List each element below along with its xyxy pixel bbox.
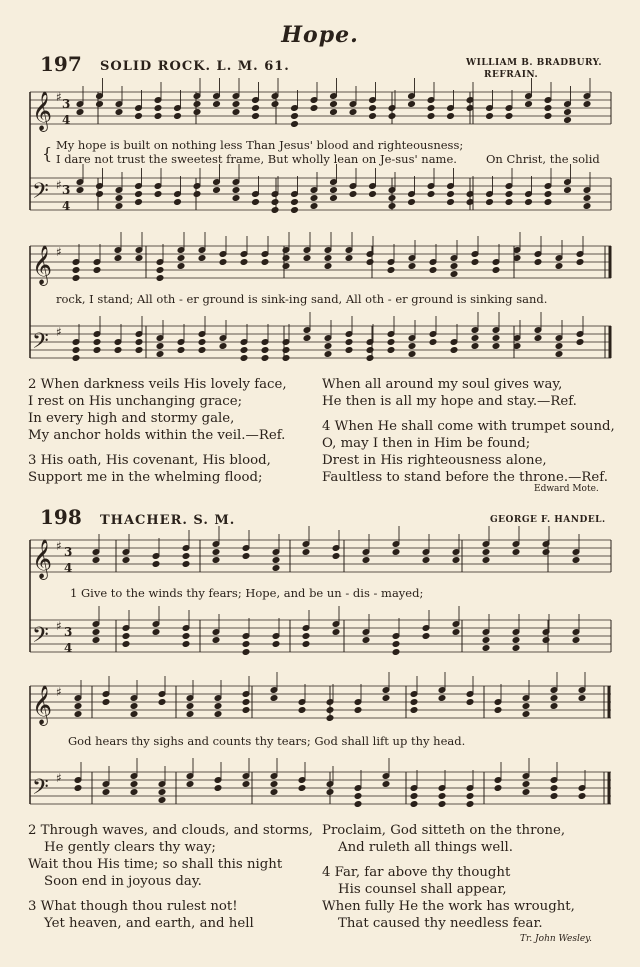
note-head [271, 101, 279, 108]
note-head [156, 351, 164, 358]
note-head [492, 335, 500, 342]
page-title: Hope. [281, 22, 359, 48]
note-head [152, 629, 160, 636]
note-head [115, 109, 123, 116]
treble-clef-icon: 𝄞 [32, 245, 53, 285]
note-head [522, 711, 530, 718]
note-head [354, 801, 362, 808]
note-head [76, 187, 84, 194]
note-head [214, 785, 222, 792]
refrain-label-197: REFRAIN. [484, 70, 539, 80]
note-head [130, 781, 138, 788]
note-head [261, 347, 269, 354]
bass-clef-icon: 𝄢 [32, 623, 49, 653]
note-head [466, 793, 474, 800]
note-head [438, 801, 446, 808]
note-head [447, 199, 455, 206]
note-head [387, 347, 395, 354]
note-head [564, 117, 572, 124]
note-head [310, 105, 318, 112]
note-head [182, 633, 190, 640]
note-head [349, 191, 357, 198]
note-head [291, 113, 299, 120]
note-head [349, 109, 357, 116]
note-head [193, 191, 201, 198]
note-head [345, 347, 353, 354]
svg-text:♯: ♯ [56, 619, 62, 633]
note-head [564, 109, 572, 116]
note-head [450, 271, 458, 278]
note-head [324, 263, 332, 270]
note-head [544, 113, 552, 120]
note-head [471, 259, 479, 266]
note-head [492, 343, 500, 350]
hymn-number-198: 198 [40, 505, 82, 529]
note-head [158, 699, 166, 706]
note-head [93, 339, 101, 346]
note-head [555, 351, 563, 358]
note-head [452, 629, 460, 636]
verse-198-2: 2 Through waves, and clouds, and storms, He gently clears thy way; Wait thou His time; so shall this night Soon end in joyous day. 3 What though thou rulest not! Yet heaven, and earth, and hell [28, 823, 314, 931]
note-head [114, 255, 122, 262]
note-head [486, 113, 494, 120]
svg-text:♯: ♯ [56, 685, 62, 699]
note-head [447, 113, 455, 120]
verse-197-3b: When all around my soul gives way, He then is all my hope and stay.—Ref. 4 When He shall come with trumpet sound, O, may I then in Him be found; Drest in His righteousness alone, Faultless to stand before the throne.—Ref. [322, 377, 615, 485]
note-head [261, 355, 269, 362]
note-head [158, 789, 166, 796]
note-head [494, 785, 502, 792]
note-head [544, 199, 552, 206]
svg-text:♯: ♯ [56, 245, 62, 259]
note-head [482, 557, 490, 564]
note-head [422, 633, 430, 640]
note-head [388, 195, 396, 202]
note-head [354, 793, 362, 800]
note-head [324, 351, 332, 358]
note-head [429, 267, 437, 274]
note-head [270, 781, 278, 788]
note-head [76, 109, 84, 116]
note-head [130, 711, 138, 718]
note-head [122, 633, 130, 640]
note-head [332, 629, 340, 636]
note-head [422, 557, 430, 564]
note-head [270, 695, 278, 702]
note-head [174, 199, 182, 206]
verse-198-3b: Proclaim, God sitteth on the throne, And ruleth all things well. 4 Far, far above thy thought His counsel shall appear, When fully He the work has wrought, That caused thy needless fear. [322, 823, 575, 931]
note-head [122, 557, 130, 564]
note-head [578, 793, 586, 800]
note-head [525, 199, 533, 206]
svg-text:4: 4 [62, 199, 71, 213]
note-head [330, 101, 338, 108]
note-head [303, 255, 311, 262]
note-head [96, 191, 104, 198]
note-head [366, 259, 374, 266]
note-head [114, 347, 122, 354]
note-head [74, 703, 82, 710]
note-head [92, 557, 100, 564]
note-head [387, 267, 395, 274]
verse-197-2: 2 When darkness veils His lovely face, I rest on His unchanging grace; In every high and stormy gale, My anchor holds within the veil.—Ref. 3 His oath, His covenant, His blood, Support me in the whelming flood; [28, 377, 287, 485]
note-head [302, 641, 310, 648]
note-head [240, 259, 248, 266]
lyric-198-line2: God hears thy sighs and counts thy tears; God shall lift up thy head. [68, 734, 466, 748]
note-head [564, 187, 572, 194]
note-head [72, 347, 80, 354]
note-head [572, 557, 580, 564]
note-head [466, 699, 474, 706]
note-head [291, 121, 299, 128]
author-197: Edward Mote. [534, 484, 599, 494]
note-head [392, 649, 400, 656]
svg-text:3: 3 [64, 545, 73, 559]
note-head [72, 275, 80, 282]
svg-text:4: 4 [64, 561, 73, 575]
note-head [512, 637, 520, 644]
note-head [93, 347, 101, 354]
note-head [282, 355, 290, 362]
note-head [135, 199, 143, 206]
note-head [408, 263, 416, 270]
note-head [555, 263, 563, 270]
note-head [522, 789, 530, 796]
composer-197: WILLIAM B. BRADBURY. [466, 58, 603, 68]
note-head [282, 347, 290, 354]
treble-clef-icon: 𝄞 [32, 539, 53, 579]
note-head [512, 645, 520, 652]
note-head [408, 351, 416, 358]
svg-text:3: 3 [64, 625, 73, 639]
note-head [332, 553, 340, 560]
note-head [213, 187, 221, 194]
note-head [578, 695, 586, 702]
note-head [450, 347, 458, 354]
note-head [345, 255, 353, 262]
brace-icon: { [42, 144, 53, 163]
note-head [115, 195, 123, 202]
note-head [583, 203, 591, 210]
note-head [242, 649, 250, 656]
bass-clef-icon: 𝄢 [32, 179, 49, 209]
note-head [130, 789, 138, 796]
note-head [550, 793, 558, 800]
note-head [366, 355, 374, 362]
note-head [186, 781, 194, 788]
note-head [242, 781, 250, 788]
note-head [572, 637, 580, 644]
treble-clef-icon: 𝄞 [32, 685, 53, 725]
note-head [505, 113, 513, 120]
note-head [252, 105, 260, 112]
note-head [298, 785, 306, 792]
treble-clef-icon: 𝄞 [32, 91, 53, 131]
note-head [291, 207, 299, 214]
note-head [271, 199, 279, 206]
note-head [429, 339, 437, 346]
author-198: Tr. John Wesley. [520, 934, 592, 944]
note-head [482, 645, 490, 652]
note-head [576, 339, 584, 346]
note-head [186, 711, 194, 718]
note-head [522, 781, 530, 788]
note-head [193, 109, 201, 116]
note-head [388, 203, 396, 210]
note-head [156, 343, 164, 350]
note-head [392, 549, 400, 556]
note-head [158, 797, 166, 804]
note-head [550, 785, 558, 792]
note-head [72, 355, 80, 362]
note-head [303, 335, 311, 342]
note-head [486, 199, 494, 206]
note-head [242, 707, 250, 714]
note-head [388, 113, 396, 120]
note-head [154, 105, 162, 112]
note-head [177, 263, 185, 270]
note-head [345, 339, 353, 346]
staff-197-1-treble [30, 92, 611, 124]
note-head [369, 105, 377, 112]
note-head [135, 347, 143, 354]
note-head [410, 793, 418, 800]
note-head [471, 335, 479, 342]
note-head [152, 561, 160, 568]
note-head [177, 347, 185, 354]
note-head [74, 785, 82, 792]
note-head [92, 637, 100, 644]
note-head [452, 557, 460, 564]
note-head [410, 707, 418, 714]
note-head [232, 195, 240, 202]
note-head [324, 343, 332, 350]
note-head [102, 699, 110, 706]
note-head [174, 113, 182, 120]
note-head [298, 707, 306, 714]
note-head [135, 339, 143, 346]
note-head [408, 101, 416, 108]
note-head [354, 707, 362, 714]
svg-text:♯: ♯ [56, 539, 62, 553]
note-head [408, 343, 416, 350]
note-head [182, 641, 190, 648]
note-head [242, 699, 250, 706]
note-head [542, 637, 550, 644]
note-head [330, 195, 338, 202]
note-head [550, 703, 558, 710]
note-head [369, 191, 377, 198]
note-head [115, 203, 123, 210]
note-head [93, 267, 101, 274]
note-head [135, 113, 143, 120]
note-head [240, 355, 248, 362]
bass-clef-icon: 𝄢 [32, 775, 49, 805]
note-head [182, 553, 190, 560]
note-head [494, 707, 502, 714]
note-head [130, 703, 138, 710]
note-head [387, 339, 395, 346]
note-head [512, 549, 520, 556]
note-head [450, 263, 458, 270]
note-head [214, 703, 222, 710]
note-head [74, 711, 82, 718]
lyric-197-line1: My hope is built on nothing less Than Jesus' blood and righteousness; [56, 138, 464, 152]
note-head [522, 703, 530, 710]
note-head [156, 275, 164, 282]
note-head [555, 343, 563, 350]
note-head [177, 255, 185, 262]
note-head [410, 801, 418, 808]
note-head [369, 113, 377, 120]
tune-name-197: SOLID ROCK. L. M. 61. [100, 59, 290, 74]
note-head [92, 629, 100, 636]
note-head [542, 549, 550, 556]
note-head [252, 113, 260, 120]
note-head [186, 703, 194, 710]
svg-text:3: 3 [62, 183, 71, 197]
note-head [466, 801, 474, 808]
note-head [366, 347, 374, 354]
note-head [438, 793, 446, 800]
note-head [212, 637, 220, 644]
svg-text:♯: ♯ [56, 90, 62, 104]
note-head [291, 199, 299, 206]
note-head [271, 207, 279, 214]
note-head [410, 699, 418, 706]
note-head [272, 565, 280, 572]
note-head [198, 339, 206, 346]
note-head [261, 259, 269, 266]
note-head [182, 561, 190, 568]
note-head [482, 637, 490, 644]
note-head [382, 781, 390, 788]
hymn-number-197: 197 [40, 52, 82, 76]
note-head [282, 263, 290, 270]
note-head [122, 641, 130, 648]
svg-text:4: 4 [64, 641, 73, 655]
note-head [156, 267, 164, 274]
note-head [242, 641, 250, 648]
composer-198: GEORGE F. HANDEL. [490, 515, 606, 525]
note-head [362, 557, 370, 564]
bass-clef-icon: 𝄢 [32, 329, 49, 359]
svg-text:4: 4 [62, 113, 71, 127]
note-head [198, 347, 206, 354]
note-head [362, 637, 370, 644]
note-head [438, 695, 446, 702]
lyric-198-line1: 1 Give to the winds thy fears; Hope, and be un - dis - mayed; [70, 586, 424, 600]
note-head [427, 191, 435, 198]
note-head [326, 715, 334, 722]
note-head [324, 255, 332, 262]
note-head [392, 641, 400, 648]
note-head [135, 191, 143, 198]
note-head [232, 109, 240, 116]
note-head [525, 101, 533, 108]
note-head [240, 347, 248, 354]
note-head [282, 255, 290, 262]
note-head [583, 195, 591, 202]
note-head [213, 101, 221, 108]
note-head [214, 711, 222, 718]
note-head [242, 553, 250, 560]
note-head [272, 641, 280, 648]
svg-text:3: 3 [62, 97, 71, 111]
note-head [252, 199, 260, 206]
note-head [270, 789, 278, 796]
note-head [471, 343, 479, 350]
note-head [212, 549, 220, 556]
note-head [505, 191, 513, 198]
lyric-197-line3: rock, I stand; All oth - er ground is sink-ing sand, All oth - er ground is sinking sand. [56, 292, 548, 306]
note-head [550, 695, 558, 702]
note-head [72, 267, 80, 274]
note-head [482, 549, 490, 556]
note-head [272, 557, 280, 564]
note-head [427, 105, 435, 112]
note-head [310, 195, 318, 202]
note-head [576, 259, 584, 266]
note-head [198, 255, 206, 262]
note-head [96, 101, 104, 108]
note-head [212, 557, 220, 564]
note-head [534, 335, 542, 342]
note-head [326, 707, 334, 714]
note-head [544, 191, 552, 198]
tune-name-198: THACHER. S. M. [100, 513, 236, 528]
note-head [583, 101, 591, 108]
note-head [544, 105, 552, 112]
note-head [492, 267, 500, 274]
note-head [302, 633, 310, 640]
note-head [427, 113, 435, 120]
note-head [232, 187, 240, 194]
svg-text:♯: ♯ [56, 771, 62, 785]
note-head [408, 199, 416, 206]
svg-text:♯: ♯ [56, 178, 62, 192]
note-head [330, 187, 338, 194]
note-head [135, 255, 143, 262]
note-head [534, 259, 542, 266]
note-head [326, 789, 334, 796]
note-head [232, 101, 240, 108]
lyric-197-refrain: On Christ, the solid [486, 152, 600, 166]
note-head [219, 259, 227, 266]
note-head [310, 203, 318, 210]
note-head [382, 695, 390, 702]
note-head [193, 101, 201, 108]
note-head [102, 789, 110, 796]
note-head [505, 199, 513, 206]
note-head [447, 191, 455, 198]
note-head [219, 343, 227, 350]
svg-text:♯: ♯ [56, 325, 62, 339]
note-head [330, 109, 338, 116]
note-head [154, 113, 162, 120]
note-head [154, 191, 162, 198]
note-head [302, 549, 310, 556]
lyric-197-line2: I dare not trust the sweetest frame, But wholly lean on Je-sus' name. [56, 152, 457, 166]
